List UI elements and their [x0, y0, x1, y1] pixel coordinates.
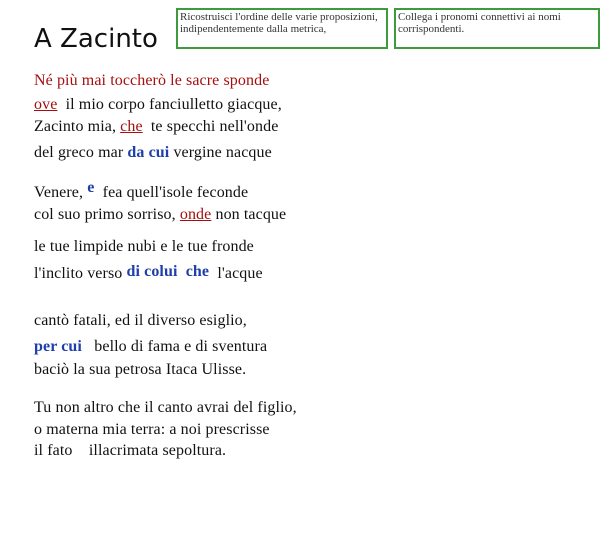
poem-line-12: Tu non altro che il canto avrai del figlio,	[34, 399, 297, 416]
instruction-text-right: Collega i pronomi connettivi ai nomi corrispondenti.	[398, 11, 561, 35]
poem-text: col suo primo sorriso,	[34, 206, 176, 223]
poem-text: bello di fama e di sventura	[94, 338, 268, 355]
poem-text: il fato	[34, 442, 73, 459]
poem-text: l'acque	[217, 265, 263, 282]
poem-text: il mio corpo fanciulletto giacque,	[65, 96, 282, 113]
connective-da-cui[interactable]: da cui	[127, 144, 170, 161]
poem-text: illacrimata sepoltura.	[88, 442, 227, 459]
poem-line-6	[34, 206, 286, 224]
poem-line-8	[34, 265, 263, 283]
poem-line-5	[34, 179, 249, 202]
poem-text: fea quell'isole feconde	[102, 184, 249, 201]
poem-text: Venere,	[34, 184, 84, 201]
instruction-text-left: Ricostruisci l'ordine delle varie proposizioni, indipendentemente dalla metrica,	[180, 11, 378, 35]
poem-line-14	[34, 442, 226, 460]
poem-text: l'inclito verso	[34, 265, 123, 282]
connective-onde[interactable]: onde	[179, 206, 212, 223]
poem-line-7: le tue limpide nubi e le tue fronde	[34, 238, 254, 255]
instruction-box-left[interactable]	[176, 8, 388, 49]
poem-line-10	[34, 338, 267, 356]
poem-line-9: cantò fatali, ed il diverso esiglio,	[34, 312, 247, 329]
poem-text: del greco mar	[34, 144, 124, 161]
poem-line-2	[34, 96, 282, 114]
poem-text: te specchi nell'onde	[150, 118, 279, 135]
poem-line-11: baciò la sua petrosa Itaca Ulisse.	[34, 361, 247, 378]
poem-line-3	[34, 118, 278, 136]
connective-che-2[interactable]: che	[185, 263, 210, 280]
connective-ove[interactable]: ove	[34, 96, 58, 113]
connective-per-cui[interactable]: per cui	[34, 338, 82, 355]
connective-che[interactable]: che	[120, 118, 143, 135]
poem-text: Zacinto mia,	[34, 118, 117, 135]
poem-text: vergine nacque	[173, 144, 272, 161]
poem-text: non tacque	[215, 206, 287, 223]
connective-e[interactable]: e	[87, 179, 95, 196]
instruction-box-right[interactable]	[394, 8, 600, 49]
page-title: A Zacinto	[34, 24, 158, 54]
poem-line-1: Né più mai toccherò le sacre sponde	[34, 72, 270, 89]
poem-line-4	[34, 144, 272, 162]
poem-line-13: o materna mia terra: a noi prescrisse	[34, 421, 270, 438]
connective-di-colui[interactable]: di colui	[126, 263, 178, 280]
